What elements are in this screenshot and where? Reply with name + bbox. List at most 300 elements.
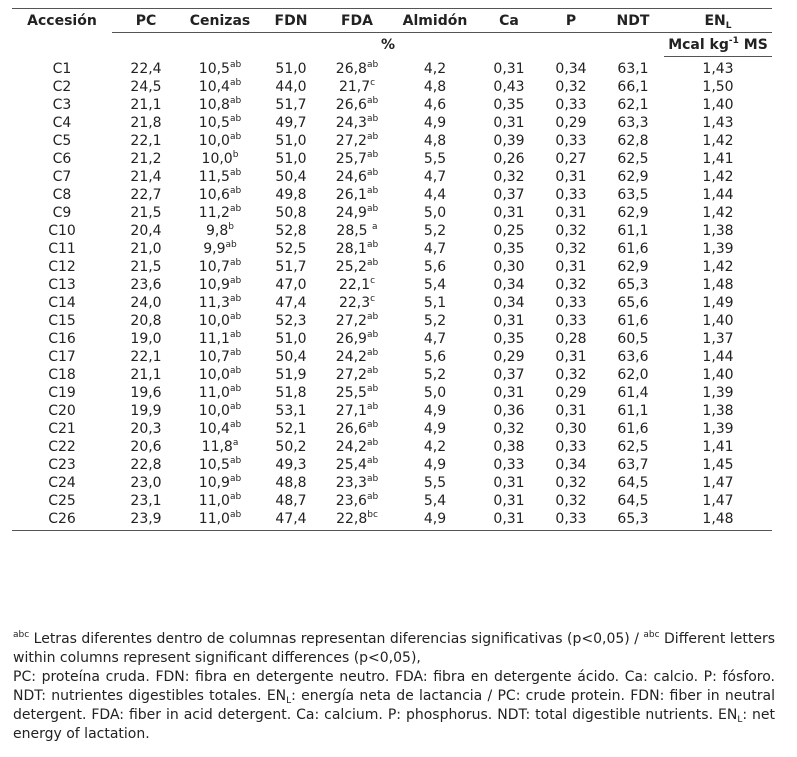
cell-cenizas bbox=[180, 168, 260, 186]
cell-almidon: 4,6 bbox=[423, 97, 447, 113]
cell-p: 0,33 bbox=[555, 313, 587, 329]
cell-p: 0,31 bbox=[555, 403, 587, 419]
cell-ca: 0,34 bbox=[493, 277, 525, 293]
table-row bbox=[12, 57, 772, 79]
cell-fda-value: 26,9 bbox=[335, 331, 367, 347]
cell-fda bbox=[322, 510, 392, 531]
units-row bbox=[12, 33, 772, 57]
cell-accesion: C8 bbox=[52, 187, 72, 203]
cell-fda-letters: ab bbox=[366, 402, 379, 412]
cell-en: 1,39 bbox=[702, 241, 734, 257]
cell-fda-letters: ab bbox=[366, 150, 379, 160]
cell-p: 0,31 bbox=[555, 169, 587, 185]
table-row bbox=[12, 222, 772, 240]
note-sup-1: abc bbox=[13, 630, 30, 640]
cell-p: 0,29 bbox=[555, 385, 587, 401]
note-abbr-b: : energía neta de lactancia / PC: crude protein. FDN: fiber in neutral detergent. FDA: fiber in acid detergent. Ca: calcium. P: phosphorus. NDT: total digestible nutrients. EN bbox=[13, 688, 775, 723]
cell-fda-value: 24,9 bbox=[335, 205, 367, 221]
table-row bbox=[12, 510, 772, 531]
cell-ca: 0,31 bbox=[493, 205, 525, 221]
cell-p: 0,33 bbox=[555, 97, 587, 113]
table-row bbox=[12, 132, 772, 150]
cell-fda bbox=[322, 168, 392, 186]
cell-ndt: 63,1 bbox=[617, 60, 649, 77]
cell-accesion: C12 bbox=[48, 259, 76, 275]
cell-ca: 0,33 bbox=[493, 457, 525, 473]
cell-cenizas bbox=[180, 492, 260, 510]
cell-cenizas bbox=[180, 258, 260, 276]
cell-fda-letters: ab bbox=[366, 348, 379, 358]
cell-fda-value: 27,2 bbox=[335, 133, 367, 149]
cell-almidon: 4,9 bbox=[423, 403, 447, 419]
cell-accesion: C13 bbox=[48, 277, 76, 293]
cell-cenizas-value: 11,2 bbox=[198, 205, 230, 221]
cell-almidon: 4,8 bbox=[423, 133, 447, 149]
cell-p: 0,31 bbox=[555, 259, 587, 275]
cell-ndt: 65,3 bbox=[617, 277, 649, 293]
cell-cenizas-letters: ab bbox=[229, 294, 242, 304]
cell-fda-value: 24,6 bbox=[335, 169, 367, 185]
cell-fda bbox=[322, 78, 392, 96]
units-percent: % bbox=[112, 33, 664, 57]
cell-pc: 21,4 bbox=[130, 169, 162, 185]
cell-cenizas-letters: ab bbox=[229, 366, 242, 376]
cell-cenizas-value: 10,0 bbox=[198, 403, 230, 419]
cell-fda-value: 28,5 bbox=[336, 223, 373, 239]
table-row bbox=[12, 474, 772, 492]
cell-p: 0,32 bbox=[555, 367, 587, 383]
cell-fda-letters: ab bbox=[366, 438, 379, 448]
table-row bbox=[12, 330, 772, 348]
table-row bbox=[12, 420, 772, 438]
note-abbreviations bbox=[13, 668, 775, 744]
cell-accesion: C19 bbox=[48, 385, 76, 401]
cell-cenizas-value: 10,7 bbox=[198, 349, 230, 365]
cell-fdn: 51,0 bbox=[275, 133, 307, 149]
cell-fdn: 49,8 bbox=[275, 187, 307, 203]
cell-fda-letters: ab bbox=[366, 96, 379, 106]
cell-cenizas-letters: ab bbox=[229, 186, 242, 196]
cell-fda bbox=[322, 276, 392, 294]
cell-cenizas-letters: ab bbox=[229, 59, 242, 70]
cell-fda bbox=[322, 456, 392, 474]
cell-fda bbox=[322, 420, 392, 438]
cell-fdn: 50,8 bbox=[275, 205, 307, 221]
cell-en: 1,38 bbox=[702, 223, 734, 239]
nutrient-table bbox=[12, 8, 772, 531]
cell-en: 1,40 bbox=[702, 97, 734, 113]
cell-ca: 0,35 bbox=[493, 97, 525, 113]
cell-accesion: C10 bbox=[48, 223, 76, 239]
cell-cenizas-letters: ab bbox=[229, 474, 242, 484]
cell-fda bbox=[322, 438, 392, 456]
cell-cenizas bbox=[180, 276, 260, 294]
cell-fdn: 47,4 bbox=[275, 295, 307, 311]
cell-p: 0,32 bbox=[555, 241, 587, 257]
cell-fda-value: 21,7 bbox=[338, 79, 371, 95]
cell-almidon: 4,9 bbox=[423, 115, 447, 131]
cell-cenizas-letters: ab bbox=[229, 492, 242, 502]
cell-fdn: 51,0 bbox=[275, 151, 307, 167]
cell-ca: 0,32 bbox=[493, 169, 525, 185]
table-row bbox=[12, 96, 772, 114]
cell-ca: 0,26 bbox=[493, 151, 525, 167]
cell-accesion: C9 bbox=[52, 205, 72, 221]
table-row bbox=[12, 366, 772, 384]
cell-cenizas-value: 10,5 bbox=[198, 115, 230, 131]
cell-cenizas-value: 11,3 bbox=[198, 295, 230, 311]
cell-pc: 20,3 bbox=[130, 421, 162, 437]
cell-fda-letters: ab bbox=[366, 240, 379, 250]
cell-cenizas bbox=[180, 456, 260, 474]
cell-fda-value: 22,3 bbox=[338, 295, 371, 311]
cell-ca: 0,31 bbox=[493, 475, 525, 491]
cell-almidon: 5,4 bbox=[423, 493, 447, 509]
cell-fdn: 50,4 bbox=[275, 169, 307, 185]
cell-fda bbox=[322, 348, 392, 366]
cell-pc: 22,1 bbox=[130, 133, 162, 149]
cell-almidon: 4,7 bbox=[423, 241, 447, 257]
cell-ndt: 65,6 bbox=[617, 295, 649, 311]
cell-en: 1,39 bbox=[702, 385, 734, 401]
cell-accesion: C15 bbox=[48, 313, 76, 329]
cell-ndt: 62,9 bbox=[617, 205, 649, 221]
cell-cenizas-letters: ab bbox=[229, 78, 242, 88]
cell-cenizas-value: 11,0 bbox=[198, 511, 230, 527]
cell-pc: 22,4 bbox=[130, 60, 162, 77]
cell-fda bbox=[322, 150, 392, 168]
cell-ca: 0,25 bbox=[493, 223, 525, 239]
cell-p: 0,33 bbox=[555, 439, 587, 455]
cell-fda-value: 24,2 bbox=[335, 439, 367, 455]
cell-cenizas-value: 10,0 bbox=[201, 151, 233, 167]
table-row bbox=[12, 438, 772, 456]
cell-cenizas bbox=[180, 348, 260, 366]
units-mcal bbox=[664, 33, 772, 57]
cell-cenizas-value: 10,5 bbox=[198, 60, 230, 77]
cell-ndt: 62,9 bbox=[617, 169, 649, 185]
cell-ca: 0,35 bbox=[493, 241, 525, 257]
table-row bbox=[12, 168, 772, 186]
header-en-sub: L bbox=[725, 20, 732, 31]
cell-p: 0,33 bbox=[540, 510, 602, 531]
cell-cenizas-value: 10,9 bbox=[198, 277, 230, 293]
cell-cenizas-letters: ab bbox=[229, 168, 242, 178]
cell-cenizas bbox=[180, 78, 260, 96]
cell-pc: 21,0 bbox=[130, 241, 162, 257]
header-ca: Ca bbox=[478, 9, 540, 33]
cell-pc: 22,1 bbox=[130, 349, 162, 365]
cell-en: 1,40 bbox=[702, 367, 734, 383]
cell-almidon: 5,0 bbox=[423, 385, 447, 401]
cell-fda-value: 27,2 bbox=[335, 313, 367, 329]
note-abbr-sub-2: L bbox=[737, 715, 743, 725]
cell-accesion: C22 bbox=[48, 439, 76, 455]
cell-fda bbox=[322, 294, 392, 312]
cell-ndt: 62,1 bbox=[617, 97, 649, 113]
cell-accesion: C25 bbox=[48, 493, 76, 509]
cell-fda-letters: c bbox=[370, 294, 376, 304]
units-mcal-pre: Mcal kg bbox=[668, 36, 729, 53]
cell-fda bbox=[322, 57, 392, 79]
cell-cenizas-letters: a bbox=[232, 438, 239, 448]
cell-fda-value: 25,4 bbox=[335, 457, 367, 473]
units-mcal-exp: -1 bbox=[728, 35, 739, 46]
cell-ca: 0,30 bbox=[493, 259, 525, 275]
cell-almidon: 5,5 bbox=[423, 475, 447, 491]
table-row bbox=[12, 240, 772, 258]
cell-fda-value: 26,6 bbox=[335, 97, 367, 113]
cell-ca: 0,29 bbox=[493, 349, 525, 365]
table-row bbox=[12, 150, 772, 168]
cell-fda-value: 22,8 bbox=[336, 511, 368, 527]
table-row bbox=[12, 114, 772, 132]
cell-pc: 22,7 bbox=[130, 187, 162, 203]
cell-ndt: 61,6 bbox=[617, 241, 649, 257]
cell-cenizas-value: 10,9 bbox=[198, 475, 230, 491]
cell-cenizas bbox=[180, 186, 260, 204]
cell-p: 0,27 bbox=[555, 151, 587, 167]
cell-fda-letters: a bbox=[372, 222, 378, 232]
table-row bbox=[12, 258, 772, 276]
cell-ndt: 65,3 bbox=[602, 510, 664, 531]
cell-cenizas bbox=[180, 402, 260, 420]
cell-almidon: 5,5 bbox=[423, 151, 447, 167]
cell-en: 1,49 bbox=[702, 295, 734, 311]
cell-cenizas-letters: b bbox=[232, 150, 239, 160]
cell-cenizas-letters: ab bbox=[229, 348, 242, 358]
cell-fda-letters: ab bbox=[366, 186, 379, 196]
cell-fda-value: 23,6 bbox=[335, 493, 367, 509]
cell-almidon: 5,6 bbox=[423, 349, 447, 365]
cell-cenizas-letters: ab bbox=[229, 312, 242, 322]
table-row bbox=[12, 348, 772, 366]
cell-p: 0,28 bbox=[555, 331, 587, 347]
cell-accesion: C26 bbox=[12, 510, 112, 531]
header-almidon: Almidón bbox=[392, 9, 478, 33]
cell-p: 0,33 bbox=[555, 133, 587, 149]
cell-ndt: 63,6 bbox=[617, 349, 649, 365]
cell-cenizas-letters: ab bbox=[229, 204, 242, 214]
cell-pc: 19,6 bbox=[130, 385, 162, 401]
cell-fdn: 48,8 bbox=[275, 475, 307, 491]
cell-cenizas-letters: ab bbox=[229, 510, 242, 520]
table-row bbox=[12, 384, 772, 402]
cell-fdn: 47,4 bbox=[260, 510, 322, 531]
cell-en: 1,40 bbox=[702, 313, 734, 329]
cell-fdn: 50,4 bbox=[275, 349, 307, 365]
cell-fdn: 52,1 bbox=[275, 421, 307, 437]
cell-pc: 21,5 bbox=[130, 259, 162, 275]
cell-almidon: 4,2 bbox=[423, 439, 447, 455]
note-significance bbox=[13, 630, 775, 668]
cell-en: 1,48 bbox=[664, 510, 772, 531]
cell-fda-letters: ab bbox=[366, 456, 379, 466]
cell-cenizas-value: 10,8 bbox=[198, 97, 230, 113]
cell-ca: 0,31 bbox=[493, 493, 525, 509]
cell-cenizas-value: 10,0 bbox=[198, 313, 230, 329]
cell-almidon: 5,2 bbox=[423, 313, 447, 329]
cell-cenizas-value: 10,5 bbox=[198, 457, 230, 473]
note-text-1: Letras diferentes dentro de columnas representan diferencias significativas (p<0,05) / bbox=[29, 631, 644, 647]
cell-fda-letters: ab bbox=[366, 168, 379, 178]
cell-cenizas-letters: ab bbox=[229, 456, 242, 466]
cell-almidon: 5,1 bbox=[423, 295, 447, 311]
cell-accesion: C17 bbox=[48, 349, 76, 365]
cell-cenizas-value: 10,7 bbox=[198, 259, 230, 275]
cell-pc: 21,1 bbox=[130, 367, 162, 383]
cell-cenizas bbox=[180, 240, 260, 258]
cell-en: 1,50 bbox=[702, 79, 734, 95]
table-row bbox=[12, 492, 772, 510]
header-accesion: Accesión bbox=[12, 9, 112, 33]
note-sup-2: abc bbox=[643, 630, 660, 640]
cell-ndt: 63,3 bbox=[617, 115, 649, 131]
cell-fda-letters: ab bbox=[366, 114, 379, 124]
table-row bbox=[12, 402, 772, 420]
cell-cenizas bbox=[180, 150, 260, 168]
cell-en: 1,41 bbox=[702, 151, 734, 167]
cell-ca: 0,38 bbox=[493, 439, 525, 455]
cell-fda-letters: ab bbox=[366, 420, 379, 430]
cell-cenizas bbox=[180, 57, 260, 79]
header-fda: FDA bbox=[322, 9, 392, 33]
cell-cenizas-value: 10,6 bbox=[198, 187, 230, 203]
cell-p: 0,30 bbox=[555, 421, 587, 437]
cell-cenizas bbox=[180, 132, 260, 150]
cell-ca: 0,31 bbox=[493, 313, 525, 329]
cell-en: 1,42 bbox=[702, 133, 734, 149]
cell-en: 1,48 bbox=[702, 277, 734, 293]
cell-almidon: 5,2 bbox=[423, 367, 447, 383]
cell-fdn: 53,1 bbox=[275, 403, 307, 419]
units-mcal-post: MS bbox=[738, 36, 768, 53]
cell-fda bbox=[322, 258, 392, 276]
cell-cenizas bbox=[180, 474, 260, 492]
cell-fda-value: 27,1 bbox=[335, 403, 367, 419]
cell-p: 0,34 bbox=[555, 457, 587, 473]
cell-fda-letters: ab bbox=[366, 204, 379, 214]
cell-fda-letters: c bbox=[370, 276, 376, 286]
cell-fda bbox=[322, 366, 392, 384]
cell-fda-letters: ab bbox=[366, 492, 379, 502]
cell-fda-value: 27,2 bbox=[335, 367, 367, 383]
cell-ca: 0,37 bbox=[493, 367, 525, 383]
cell-en: 1,39 bbox=[702, 421, 734, 437]
cell-p: 0,34 bbox=[555, 60, 587, 77]
cell-ndt: 62,5 bbox=[617, 439, 649, 455]
cell-accesion: C5 bbox=[52, 133, 72, 149]
cell-en: 1,44 bbox=[702, 349, 734, 365]
cell-cenizas-letters: b bbox=[228, 222, 234, 232]
cell-pc: 24,0 bbox=[130, 295, 162, 311]
cell-fdn: 50,2 bbox=[275, 439, 307, 455]
cell-accesion: C21 bbox=[48, 421, 76, 437]
cell-fda-value: 23,3 bbox=[335, 475, 367, 491]
cell-ndt: 61,4 bbox=[617, 385, 649, 401]
cell-p: 0,33 bbox=[555, 187, 587, 203]
cell-en: 1,47 bbox=[702, 493, 734, 509]
cell-ndt: 64,5 bbox=[617, 475, 649, 491]
cell-cenizas bbox=[180, 330, 260, 348]
cell-accesion: C6 bbox=[52, 151, 72, 167]
cell-cenizas-letters: ab bbox=[229, 258, 242, 268]
cell-fdn: 47,0 bbox=[275, 277, 307, 293]
cell-ndt: 61,1 bbox=[617, 223, 649, 239]
cell-almidon: 4,4 bbox=[423, 187, 447, 203]
cell-cenizas-letters: ab bbox=[229, 276, 242, 286]
header-ndt: NDT bbox=[602, 9, 664, 33]
cell-pc: 19,9 bbox=[130, 403, 162, 419]
header-pc: PC bbox=[112, 9, 180, 33]
cell-fda bbox=[322, 96, 392, 114]
cell-en: 1,38 bbox=[702, 403, 734, 419]
cell-cenizas-letters: ab bbox=[229, 330, 242, 340]
note-abbr-c: : net energy of lactation. bbox=[13, 707, 775, 742]
cell-cenizas bbox=[180, 420, 260, 438]
table-row bbox=[12, 456, 772, 474]
cell-en: 1,41 bbox=[702, 439, 734, 455]
cell-accesion: C24 bbox=[48, 475, 76, 491]
note-abbr-a: PC: proteína cruda. FDN: fibra en detergente neutro. FDA: fibra en detergente ácido. Ca: calcio. P: fósforo. NDT: nutrientes digestibles totales. EN bbox=[13, 669, 775, 704]
cell-ca: 0,43 bbox=[493, 79, 525, 95]
cell-cenizas-value: 9,8 bbox=[206, 223, 229, 239]
cell-fda-value: 26,6 bbox=[335, 421, 367, 437]
cell-ca: 0,31 bbox=[493, 385, 525, 401]
cell-fda-value: 25,7 bbox=[335, 151, 367, 167]
cell-fda-letters: ab bbox=[366, 474, 379, 484]
table-body bbox=[12, 57, 772, 531]
cell-cenizas bbox=[180, 384, 260, 402]
cell-cenizas-value: 9,9 bbox=[203, 241, 226, 257]
cell-almidon: 4,9 bbox=[423, 421, 447, 437]
cell-en: 1,43 bbox=[702, 115, 734, 131]
cell-accesion: C2 bbox=[52, 79, 72, 95]
cell-almidon: 4,8 bbox=[423, 79, 447, 95]
cell-ca: 0,34 bbox=[493, 295, 525, 311]
cell-almidon: 4,7 bbox=[423, 331, 447, 347]
cell-p: 0,32 bbox=[555, 79, 587, 95]
cell-cenizas bbox=[180, 438, 260, 456]
cell-ndt: 60,5 bbox=[617, 331, 649, 347]
cell-fda bbox=[322, 186, 392, 204]
cell-en: 1,37 bbox=[702, 331, 734, 347]
table-row bbox=[12, 276, 772, 294]
cell-ca: 0,37 bbox=[493, 187, 525, 203]
cell-cenizas-letters: ab bbox=[229, 402, 242, 412]
cell-ndt: 61,6 bbox=[617, 421, 649, 437]
cell-en: 1,44 bbox=[702, 187, 734, 203]
cell-fda-value: 26,8 bbox=[335, 60, 367, 77]
cell-cenizas-letters: ab bbox=[229, 96, 242, 106]
cell-ndt: 63,5 bbox=[617, 187, 649, 203]
cell-en: 1,47 bbox=[702, 475, 734, 491]
table-row bbox=[12, 294, 772, 312]
header-cenizas: Cenizas bbox=[180, 9, 260, 33]
cell-cenizas bbox=[180, 114, 260, 132]
cell-fda-value: 24,3 bbox=[335, 115, 367, 131]
cell-cenizas-value: 10,4 bbox=[198, 421, 230, 437]
cell-fda bbox=[322, 114, 392, 132]
cell-fdn: 51,8 bbox=[275, 385, 307, 401]
cell-p: 0,33 bbox=[555, 295, 587, 311]
cell-pc: 22,8 bbox=[130, 457, 162, 473]
cell-fda-value: 26,1 bbox=[335, 187, 367, 203]
cell-cenizas bbox=[180, 294, 260, 312]
cell-fda bbox=[322, 132, 392, 150]
cell-fdn: 49,3 bbox=[275, 457, 307, 473]
cell-cenizas-value: 11,1 bbox=[198, 331, 230, 347]
